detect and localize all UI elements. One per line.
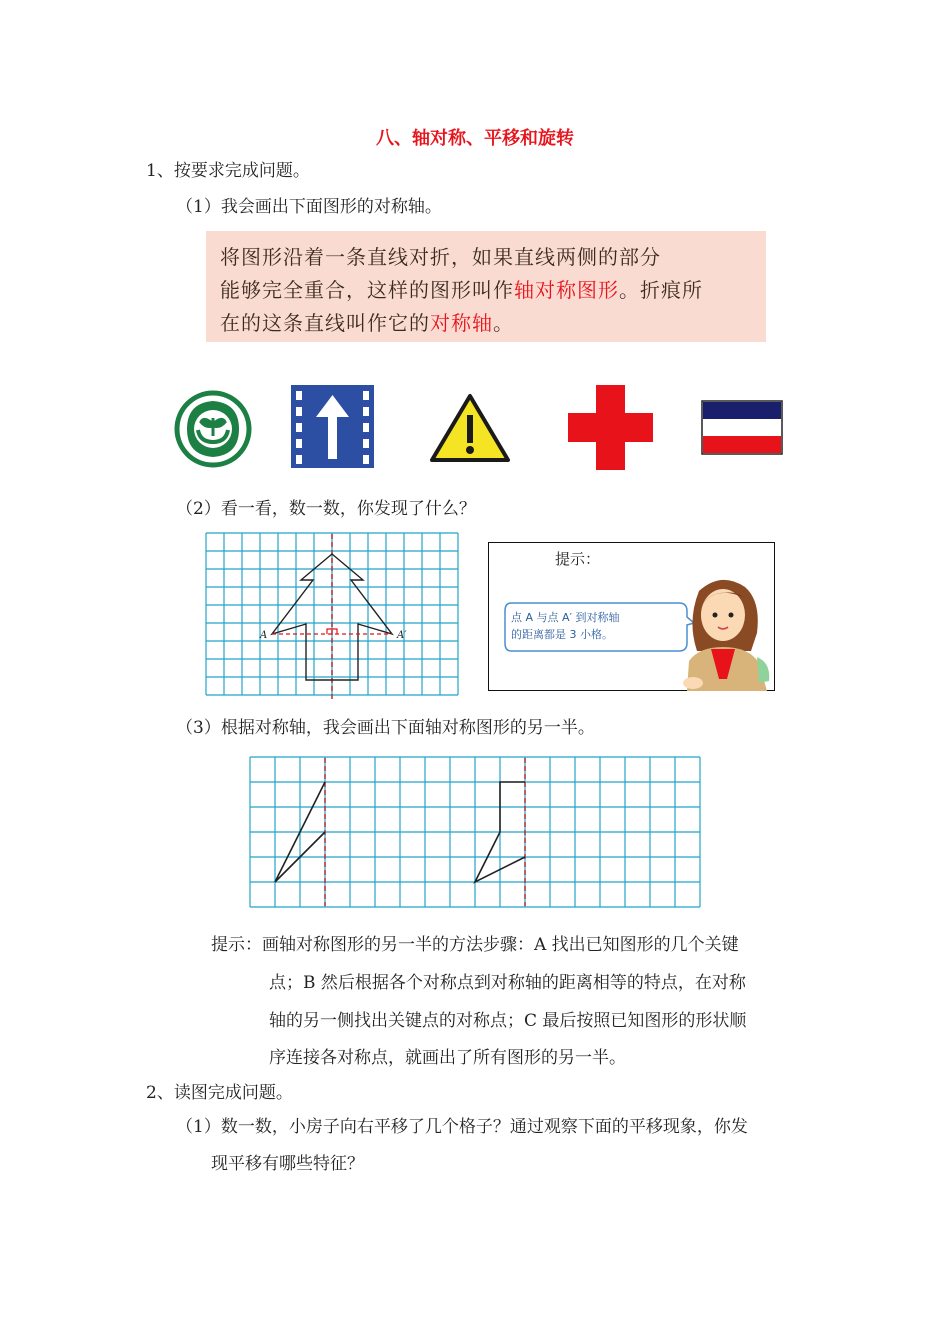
question-1-part-3: （3）根据对称轴，我会画出下面轴对称图形的另一半。 — [176, 718, 595, 738]
definition-line-1: 将图形沿着一条直线对折，如果直线两侧的部分 — [220, 245, 661, 269]
hint-line-2: 点；B 然后根据各个对称点到对称轴的距离相等的特点，在对称 — [269, 973, 746, 993]
term-axis-symmetric-figure: 轴对称图形 — [514, 278, 619, 302]
green-food-logo-icon — [174, 390, 252, 468]
definition-box — [206, 231, 766, 342]
question-2-part-1-line-1: （1）数一数，小房子向右平移了几个格子？通过观察下面的平移现象，你发 — [176, 1117, 748, 1137]
question-2-part-1-line-2: 现平移有哪些特征？ — [211, 1154, 364, 1174]
warning-triangle-icon — [429, 393, 511, 463]
tricolor-flag-icon — [701, 400, 783, 455]
hint-line-1: 提示：画轴对称图形的另一半的方法步骤：A 找出已知图形的几个关键 — [211, 935, 739, 955]
girl-illustration — [669, 571, 773, 691]
hint-line-4: 序连接各对称点，就画出了所有图形的另一半。 — [269, 1048, 626, 1068]
page-title: 八、轴对称、平移和旋转 — [376, 128, 574, 149]
question-1-heading: 1、按要求完成问题。 — [146, 161, 310, 181]
red-cross-icon — [568, 385, 653, 470]
term-symmetry-axis: 对称轴 — [430, 311, 493, 335]
bubble-text: 点 A 与点 A′ 到对称轴 的距离都是 3 小格。 — [511, 611, 620, 641]
definition-line-3: 在的这条直线叫作它的对称轴。 — [220, 311, 514, 335]
tip-box — [488, 542, 775, 691]
question-2-heading: 2、读图完成问题。 — [146, 1083, 293, 1103]
tip-label: 提示： — [555, 550, 601, 568]
question-1-part-1: （1）我会画出下面图形的对称轴。 — [176, 197, 442, 217]
point-a-label: A — [260, 630, 268, 641]
question-1-part-2: （2）看一看，数一数，你发现了什么？ — [176, 499, 476, 519]
half-figure-grid — [248, 756, 703, 908]
definition-line-2: 能够完全重合，这样的图形叫作轴对称图形。折痕所 — [220, 278, 703, 302]
straight-ahead-sign-icon — [291, 385, 374, 468]
tree-symmetry-grid — [205, 532, 459, 702]
point-a-prime-label: A′ — [397, 630, 407, 641]
hint-line-3: 轴的另一侧找出关键点的对称点；C 最后按照已知图形的形状顺 — [269, 1011, 747, 1031]
